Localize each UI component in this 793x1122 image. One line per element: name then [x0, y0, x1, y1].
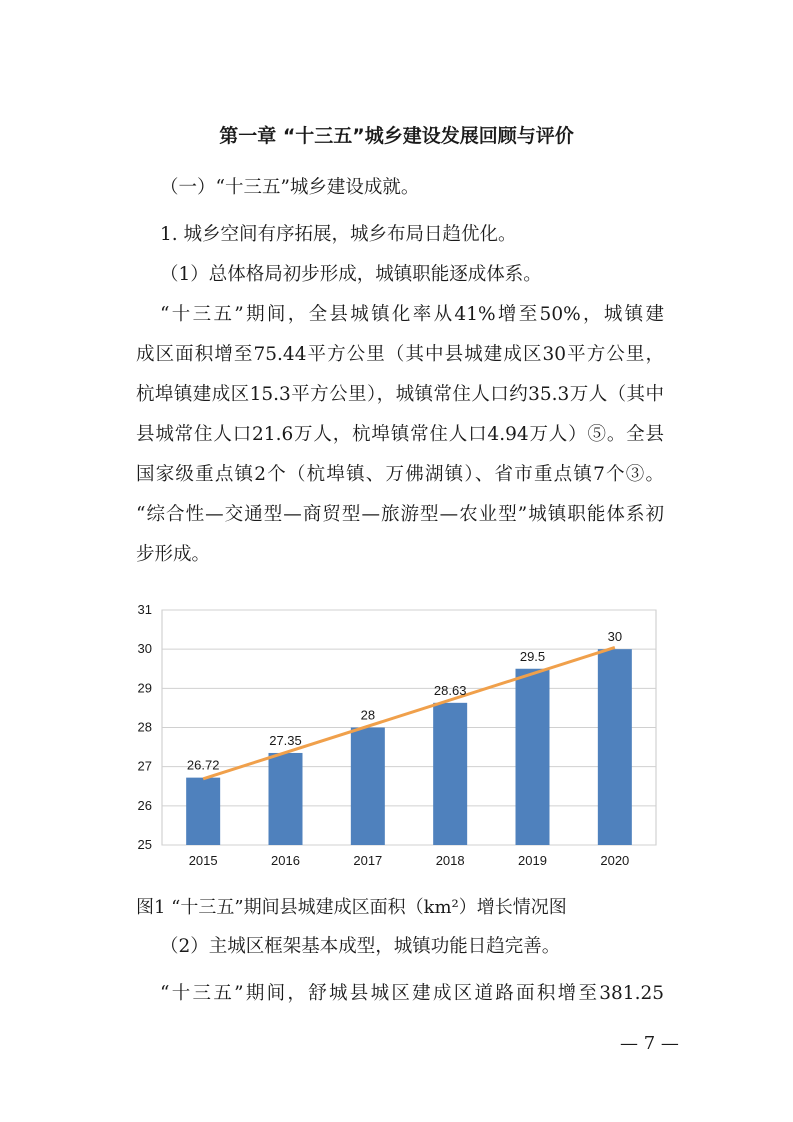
y-tick-label: 26: [137, 797, 152, 813]
trendline: [203, 647, 615, 778]
paragraph-line: 步形成。: [136, 544, 211, 565]
page-number: — 7 —: [620, 1033, 679, 1054]
data-label: 28: [360, 707, 376, 723]
x-tick-label: 2016: [271, 853, 300, 868]
x-tick-label: 2018: [435, 853, 465, 868]
point-heading-2: （2）主城区框架基本成型，城镇功能日趋完善。: [160, 936, 561, 957]
x-tick-label: 2015: [188, 853, 218, 868]
bar: [598, 649, 632, 845]
x-tick-label: 2019: [518, 853, 547, 868]
chapter-title: 第一章 “十三五”城乡建设发展回顾与评价: [219, 125, 574, 147]
y-tick-label: 27: [137, 758, 152, 774]
y-tick-label: 29: [137, 680, 152, 696]
data-label: 27.35: [269, 732, 302, 748]
area-growth-chart: [120, 598, 665, 880]
bar: [186, 778, 220, 845]
y-tick-label: 31: [137, 602, 152, 617]
point-heading-1: （1）总体格局初步形成，城镇职能逐成体系。: [160, 264, 542, 285]
x-tick-label: 2017: [353, 853, 383, 868]
paragraph-line: 县城常住人口21.6万人，杭埠镇常住人口4.94万人）⑤。全县: [136, 424, 664, 445]
bar: [269, 753, 303, 845]
y-tick-label: 28: [137, 719, 152, 735]
paragraph-line: 成区面积增至75.44平方公里（其中县城建成区30平方公里，: [136, 344, 664, 365]
paragraph-line: “十三五”期间，舒城县城区建成区道路面积增至381.25: [160, 983, 664, 1004]
paragraph-line: “综合性—交通型—商贸型—旅游型—农业型”城镇职能体系初: [136, 504, 664, 525]
data-label: 26.72: [186, 757, 220, 773]
paragraph-line: 杭埠镇建成区15.3平方公里），城镇常住人口约35.3万人（其中: [136, 384, 664, 405]
subsection-heading: 1. 城乡空间有序拓展，城乡布局日趋优化。: [160, 224, 517, 245]
bar: [351, 728, 385, 846]
data-label: 29.5: [519, 648, 546, 664]
data-label: 30: [607, 629, 623, 645]
section-heading: （一）“十三五”城乡建设成就。: [160, 177, 420, 198]
paragraph-line: 国家级重点镇2个（杭埠镇、万佛湖镇）、省市重点镇7个③。: [136, 464, 664, 485]
paragraph-line: “十三五”期间，全县城镇化率从41%增至50%，城镇建: [160, 304, 664, 325]
bar: [516, 669, 550, 845]
y-tick-label: 30: [137, 641, 152, 657]
x-tick-label: 2020: [600, 853, 630, 868]
y-tick-label: 25: [137, 837, 152, 852]
data-label: 28.63: [433, 682, 467, 698]
bar: [433, 703, 467, 845]
figure-caption: 图1 “十三五”期间县城建成区面积（km²）增长情况图: [136, 897, 567, 918]
